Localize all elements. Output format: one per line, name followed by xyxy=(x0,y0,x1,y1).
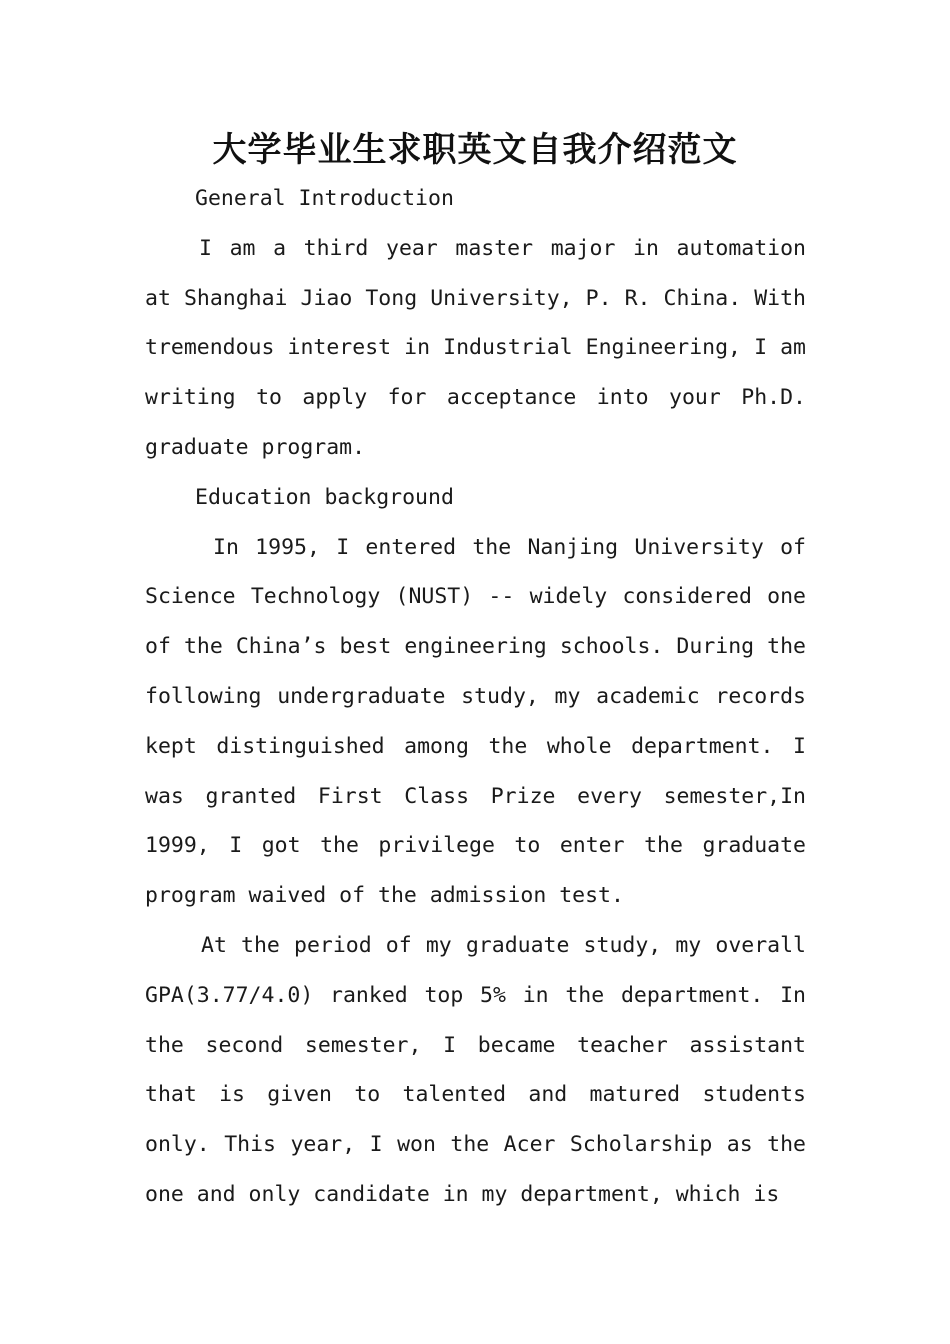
section-heading-education-background: Education background xyxy=(195,484,454,510)
paragraph-education-2: At the period of my graduate study, my overall GPA(3.77/4.0) ranked top 5% in the department. In the second semester, I became teacher assistant that is given to talented and matured students only. This year, I won the Acer Scholarship as the one and only candidate in my department, which is xyxy=(145,932,806,1207)
paragraph-general-introduction: I am a third year master major in automation at Shanghai Jiao Tong University, P. R. China. With tremendous interest in Industrial Engineering, I am writing to apply for acceptance into your Ph.D. graduate program. xyxy=(145,235,806,460)
document-title: 大学毕业生求职英文自我介绍范文 xyxy=(212,130,738,170)
paragraph-education-1: In 1995, I entered the Nanjing University of Science Technology (NUST) -- widely considered one of the China’s best engineering schools. During the following undergraduate study, my academic records kept distinguished among the whole department. I was granted First Class Prize every semester,In 1999, I got the privilege to enter the graduate program waived of the admission test. xyxy=(145,534,806,909)
section-heading-general-introduction: General Introduction xyxy=(195,186,454,211)
document-body xyxy=(145,174,806,1220)
